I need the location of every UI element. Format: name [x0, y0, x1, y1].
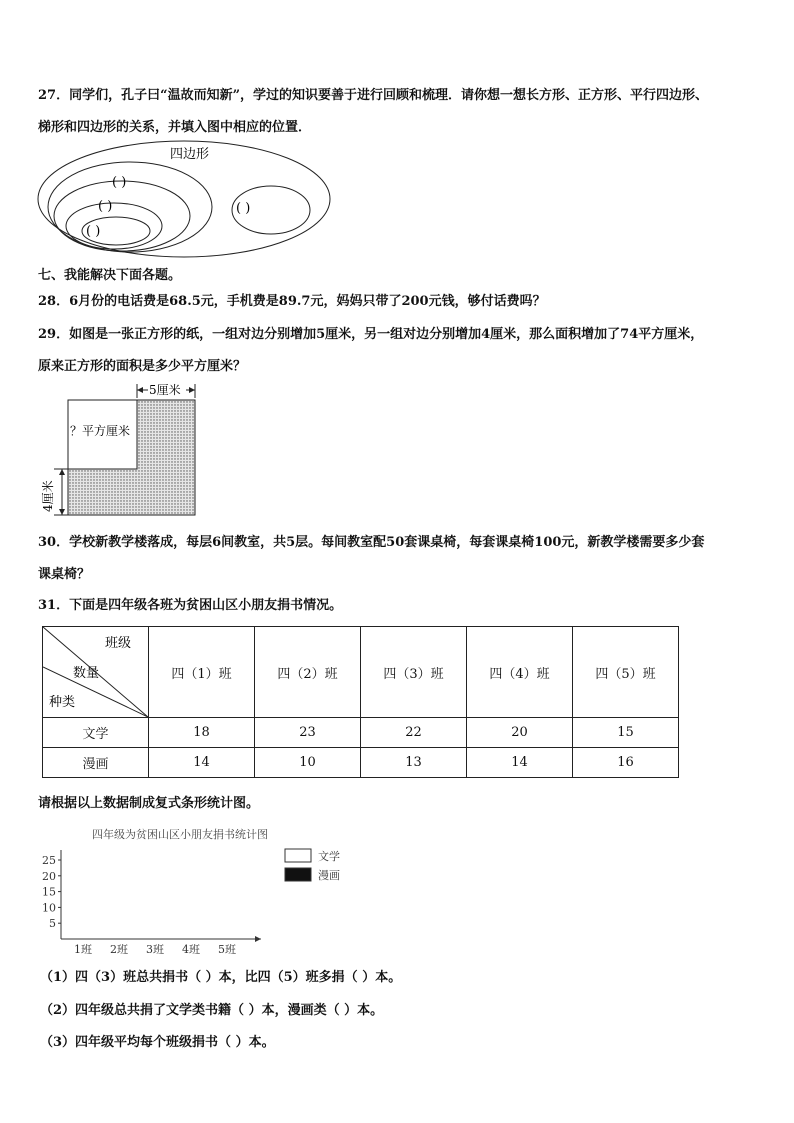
table-cell: 18	[149, 718, 255, 748]
x-axis-arrow	[255, 936, 261, 942]
chart-instruction: 请根据以上数据制成复式条形统计图。	[38, 796, 260, 811]
table-cell: 22	[361, 718, 467, 748]
table-header: 四（2）班	[255, 627, 361, 718]
sub-question-1: （1）四（3）班总共捐书（ ）本，比四（5）班多捐（ ）本。	[40, 970, 402, 985]
table-cell: 23	[255, 718, 361, 748]
table-corner-cell	[43, 627, 149, 718]
section-heading: 七、我能解决下面各题。	[38, 268, 182, 283]
corner-top-label: 班级	[105, 636, 132, 651]
donation-table	[42, 626, 679, 778]
q27-line1: 27．同学们，孔子曰“温故而知新”，学过的知识要善于进行回顾和梳理．请你想一想长方形、正方形、平行四边形、	[38, 88, 709, 103]
quadrilateral-label: 四边形	[170, 147, 210, 162]
side-dimension-label: 4厘米	[41, 480, 55, 512]
chart-title: 四年级为贫困山区小朋友捐书统计图	[92, 828, 268, 841]
x-tick-label: 4班	[182, 943, 200, 954]
corner-middle-label: 数量	[73, 666, 100, 681]
blank-rectangle: ( )	[98, 199, 113, 214]
q30-line1: 30．学校新教学楼落成，每层6间教室，共5层。每间教室配50套课桌椅，每套课桌椅100元，新教学楼需要多少套	[38, 535, 705, 550]
x-tick-label: 1班	[74, 943, 92, 954]
table-cell: 10	[255, 748, 361, 778]
blank-square: ( )	[86, 224, 101, 239]
q29-line2: 原来正方形的面积是多少平方厘米？	[38, 359, 247, 374]
q28-text: 28．6月份的电话费是68.5元，手机费是89.7元，妈妈只带了200元钱，够付话费吗？	[38, 294, 546, 309]
table-header: 四（1）班	[149, 627, 255, 718]
q29-line1: 29．如图是一张正方形的纸，一组对边分别增加5厘米，另一组对边分别增加4厘米，那么面积增加了74平方厘米，	[38, 327, 704, 342]
y-tick-label: 5	[49, 917, 56, 931]
table-cell: 14	[467, 748, 573, 778]
legend-label: 文学	[318, 850, 340, 863]
legend-swatch	[285, 868, 311, 881]
y-tick-label: 20	[42, 869, 56, 883]
table-row	[43, 748, 679, 778]
q30-line2: 课桌椅？	[38, 567, 91, 582]
table-cell: 16	[573, 748, 679, 778]
x-tick-label: 5班	[218, 943, 236, 954]
x-tick-label: 3班	[146, 943, 164, 954]
q27-line2: 梯形和四边形的关系，并填入图中相应的位置．	[38, 120, 312, 135]
square-figure	[36, 380, 206, 518]
blank-parallelogram: ( )	[112, 175, 127, 190]
y-tick-label: 10	[42, 901, 56, 915]
table-cell: 13	[361, 748, 467, 778]
legend-swatch	[285, 849, 311, 862]
sub-question-2: （2）四年级总共捐了文学类书籍（ ）本，漫画类（ ）本。	[40, 1003, 384, 1018]
table-cell: 15	[573, 718, 679, 748]
x-tick-label: 2班	[110, 943, 128, 954]
legend-label: 漫画	[318, 869, 340, 882]
sub-question-3: （3）四年级平均每个班级捐书（ ）本。	[40, 1035, 275, 1050]
row-label: 文学	[43, 718, 149, 748]
row-label: 漫画	[43, 748, 149, 778]
q31-intro: 31．下面是四年级各班为贫困山区小朋友捐书情况。	[38, 598, 343, 613]
table-cell: 20	[467, 718, 573, 748]
y-tick-label: 15	[42, 885, 56, 899]
table-row	[43, 718, 679, 748]
bar-chart	[36, 822, 366, 954]
table-header: 四（4）班	[467, 627, 573, 718]
blank-trapezoid: ( )	[236, 201, 251, 216]
quadrilateral-diagram	[36, 138, 332, 260]
table-header: 四（5）班	[573, 627, 679, 718]
table-cell: 14	[149, 748, 255, 778]
table-header: 四（3）班	[361, 627, 467, 718]
corner-bottom-label: 种类	[49, 695, 76, 710]
y-tick-label: 25	[42, 854, 56, 867]
corner-diagonals	[43, 627, 148, 717]
area-unknown-label: ？平方厘米	[70, 424, 131, 438]
top-dimension-label: 5厘米	[149, 383, 181, 397]
